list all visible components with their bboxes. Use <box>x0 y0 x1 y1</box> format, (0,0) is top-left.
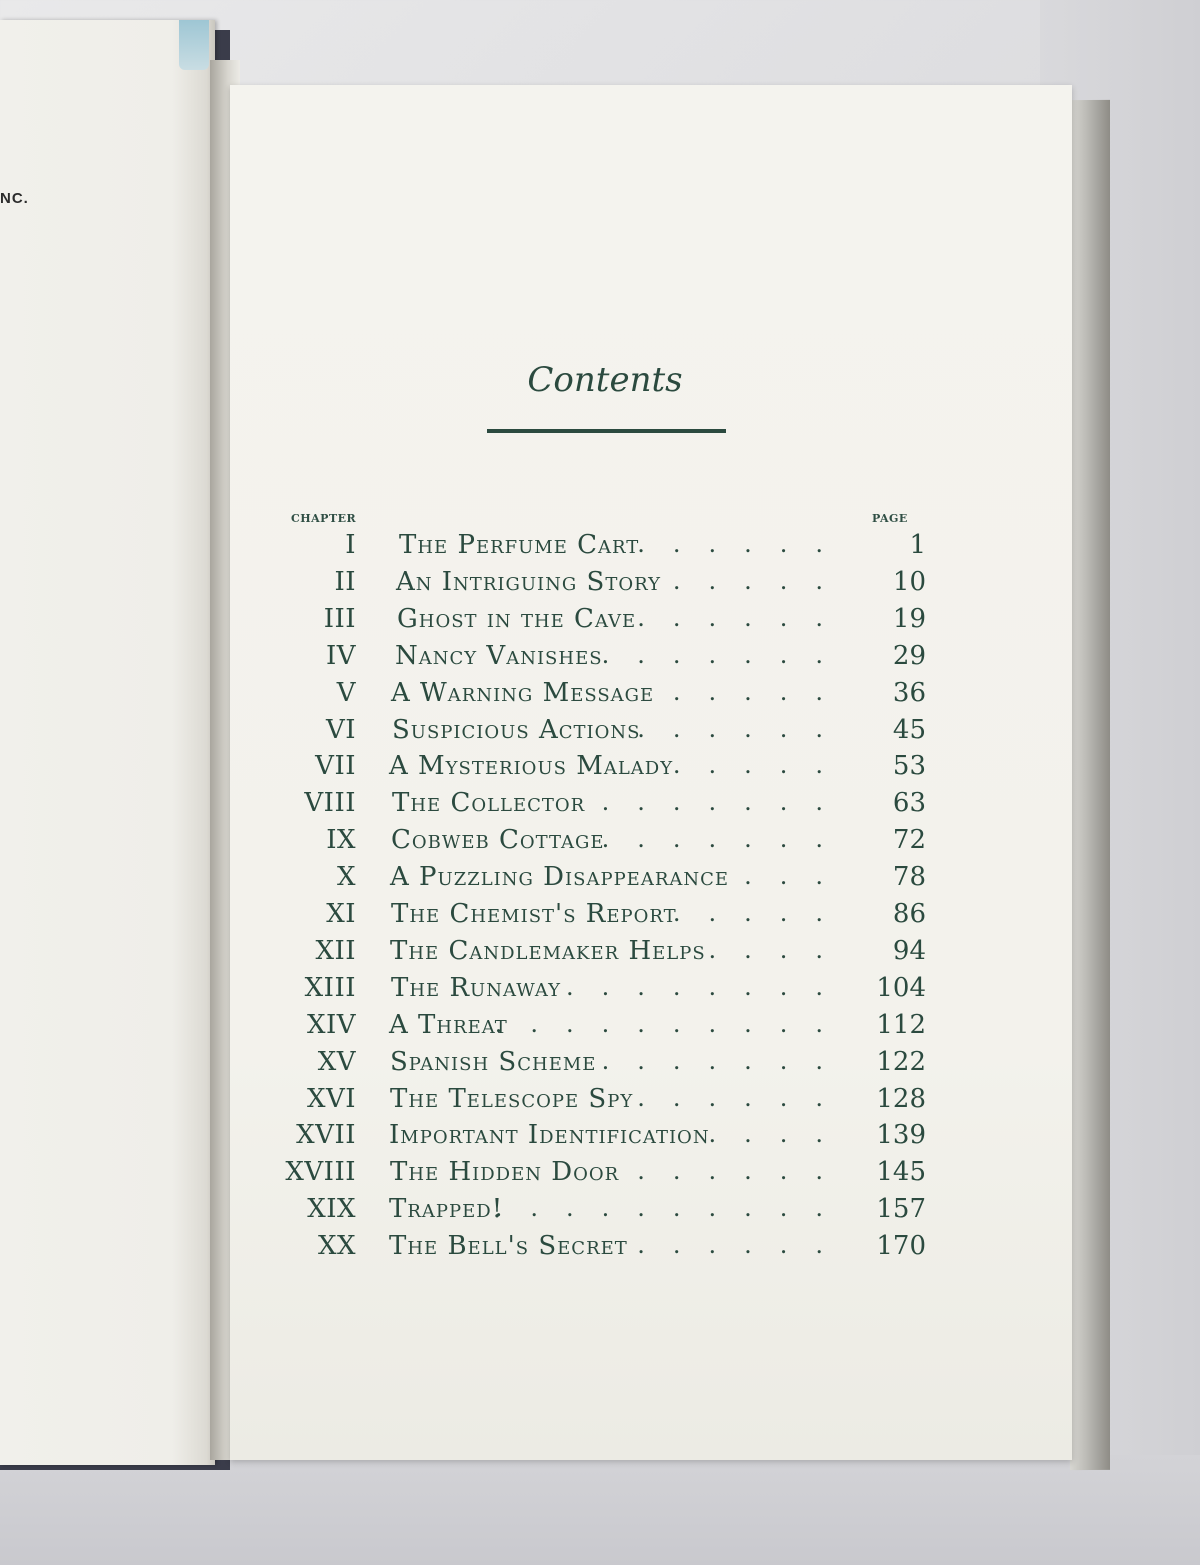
chapter-numeral: V <box>336 677 356 708</box>
chapter-page-number: 128 <box>876 1083 926 1114</box>
chapter-numeral: X <box>336 862 356 893</box>
chapter-title: Ghost in the Cave <box>397 603 637 634</box>
leader-dots: ....... <box>601 788 851 817</box>
chapter-page-number: 112 <box>876 1009 926 1040</box>
chapter-title: The Runaway <box>391 972 561 1003</box>
chapter-numeral: XI <box>326 899 356 929</box>
chapter-numeral: VIII <box>304 788 356 819</box>
leader-dots: ...... <box>637 1231 851 1260</box>
chapter-numeral: I <box>345 530 356 560</box>
chapter-column-header: CHAPTER <box>291 512 357 525</box>
toc-row <box>0 567 1200 604</box>
chapter-page-number: 170 <box>876 1231 926 1262</box>
chapter-title: The Candlemaker Helps <box>390 935 706 966</box>
toc-row <box>0 899 1200 936</box>
chapter-title: The Bell's Secret <box>389 1231 628 1262</box>
chapter-page-number: 53 <box>892 751 926 782</box>
toc-row <box>0 862 1200 899</box>
chapter-page-number: 63 <box>892 788 926 819</box>
toc-row <box>0 715 1200 752</box>
chapter-page-number: 19 <box>892 603 926 634</box>
toc-row <box>0 751 1200 788</box>
chapter-numeral: XIII <box>304 972 356 1003</box>
chapter-numeral: VII <box>315 751 356 782</box>
left-page-imprint: NC. <box>0 190 29 207</box>
chapter-numeral: XIX <box>307 1194 356 1225</box>
leader-dots: .... <box>708 935 851 964</box>
leader-dots: ...... <box>637 1083 851 1112</box>
chapter-numeral: II <box>334 566 356 597</box>
chapter-title: Cobweb Cottage <box>391 825 605 856</box>
chapter-title: An Intriguing Story <box>396 566 661 597</box>
leader-dots: ...... <box>637 714 851 743</box>
chapter-title: Nancy Vanishes <box>395 640 603 671</box>
leader-dots: ........ <box>565 972 851 1001</box>
chapter-numeral: XVII <box>296 1120 356 1151</box>
chapter-title: The Telescope Spy <box>390 1083 634 1114</box>
chapter-page-number: 122 <box>876 1046 926 1077</box>
toc-row <box>0 825 1200 862</box>
chapter-title: Important Identification <box>389 1120 710 1151</box>
chapter-numeral: XV <box>317 1046 356 1077</box>
leader-dots: ....... <box>601 1046 851 1075</box>
chapter-numeral: IV <box>325 640 356 671</box>
toc-row <box>0 678 1200 715</box>
toc-row <box>0 641 1200 678</box>
chapter-page-number: 157 <box>876 1194 926 1225</box>
chapter-title: A Threat <box>389 1009 508 1040</box>
toc-row <box>0 1231 1200 1268</box>
leader-dots: .......... <box>494 1009 851 1038</box>
toc-row <box>0 530 1200 567</box>
chapter-page-number: 145 <box>876 1157 926 1188</box>
page-column-header: PAGE <box>872 512 908 525</box>
background-cloth-bottom <box>0 1455 1200 1565</box>
toc-row <box>0 1084 1200 1121</box>
toc-row <box>0 973 1200 1010</box>
toc-row <box>0 1194 1200 1231</box>
chapter-title: Spanish Scheme <box>390 1046 597 1077</box>
chapter-numeral: IX <box>326 825 356 856</box>
chapter-page-number: 29 <box>892 640 926 671</box>
chapter-page-number: 78 <box>892 862 926 893</box>
chapter-numeral: XVIII <box>285 1157 356 1188</box>
leader-dots: ..... <box>672 566 851 595</box>
chapter-numeral: XIV <box>306 1009 356 1040</box>
chapter-numeral: III <box>323 603 356 634</box>
chapter-numeral: XVI <box>306 1083 356 1114</box>
chapter-title: The Chemist's Report <box>391 899 677 929</box>
leader-dots: ... <box>744 862 851 891</box>
toc-row <box>0 1047 1200 1084</box>
dust-jacket-flap <box>179 20 209 70</box>
toc-row <box>0 1010 1200 1047</box>
leader-dots: ....... <box>601 825 851 854</box>
title-underline <box>487 429 726 433</box>
chapter-page-number: 1 <box>909 530 926 560</box>
leader-dots: ...... <box>637 603 851 632</box>
chapter-title: A Puzzling Disappearance <box>390 862 730 893</box>
leader-dots: ..... <box>672 899 851 927</box>
chapter-title: A Warning Message <box>391 677 655 708</box>
toc-row <box>0 788 1200 825</box>
chapter-numeral: VI <box>325 714 356 745</box>
leader-dots: ..... <box>672 751 851 780</box>
leader-dots: .... <box>708 1120 851 1149</box>
chapter-title: Suspicious Actions <box>392 714 641 745</box>
leader-dots: ....... <box>601 640 851 669</box>
chapter-title: Trapped! <box>389 1194 504 1225</box>
chapter-page-number: 10 <box>892 566 926 597</box>
chapter-title: The Collector <box>392 788 586 819</box>
toc-row <box>0 1120 1200 1157</box>
leader-dots: ..... <box>672 677 851 706</box>
page-title: Contents <box>527 360 683 400</box>
toc-row <box>0 604 1200 641</box>
leader-dots: .......... <box>494 1194 851 1223</box>
chapter-page-number: 45 <box>892 714 926 745</box>
chapter-page-number: 94 <box>892 935 926 966</box>
chapter-numeral: XII <box>315 935 356 966</box>
toc-row <box>0 1157 1200 1194</box>
chapter-page-number: 36 <box>892 677 926 708</box>
leader-dots: ...... <box>637 1157 851 1186</box>
chapter-title: The Hidden Door <box>390 1157 620 1188</box>
chapter-numeral: XX <box>317 1231 356 1262</box>
chapter-title: A Mysterious Malady <box>389 751 674 782</box>
leader-dots: ...... <box>637 530 851 558</box>
chapter-page-number: 104 <box>876 972 926 1003</box>
chapter-page-number: 139 <box>876 1120 926 1151</box>
chapter-title: The Perfume Cart <box>399 530 640 560</box>
toc-row <box>0 936 1200 973</box>
chapter-page-number: 86 <box>892 899 926 929</box>
chapter-page-number: 72 <box>892 825 926 856</box>
